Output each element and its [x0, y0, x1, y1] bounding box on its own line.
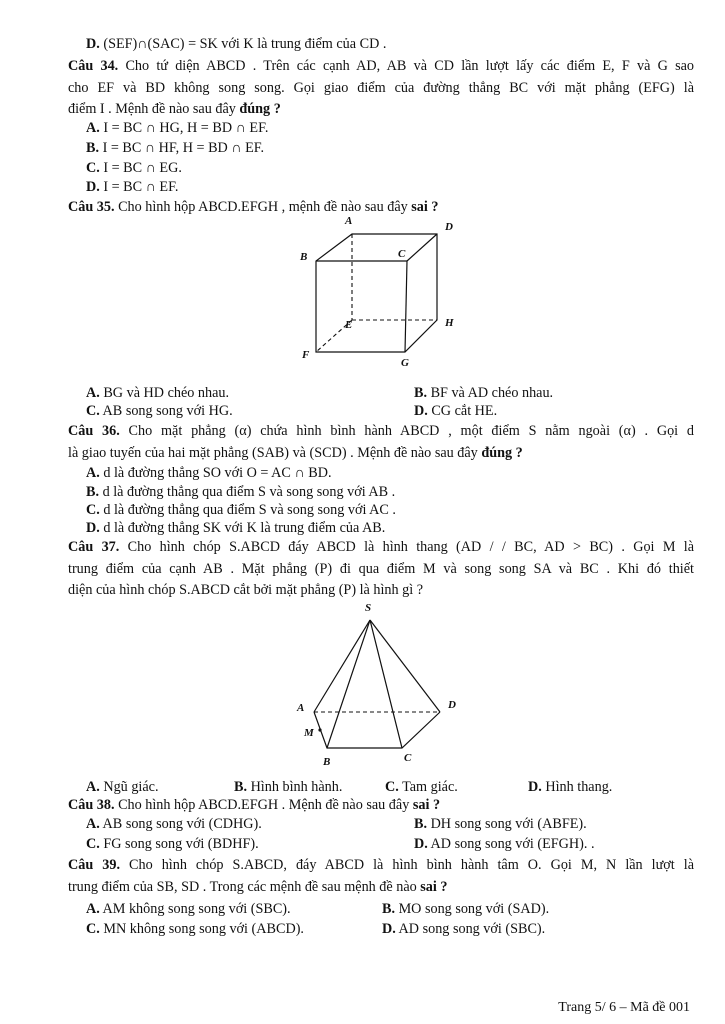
pyramid-label-b: B	[323, 756, 331, 768]
q36-option-d: D. d là đường thẳng SK với K là trung điểm của AB.	[86, 520, 386, 536]
q39-text-line1: Câu 39. Cho hình chóp S.ABCD, đáy ABCD là hình bình hành tâm O. Gọi M, N lần lượt là	[68, 857, 695, 873]
q38-option-c: C. FG song song với (BDHF).	[86, 836, 259, 852]
q39-options-row1	[86, 899, 712, 919]
q37-text-line2: trung điểm của cạnh AB . Mặt phẳng (P) đi qua điểm M và song song SA và BC . Khi đó thiết	[68, 561, 694, 577]
q36-option-b: B. d là đường thẳng qua điểm S và song song với AB .	[86, 484, 396, 500]
q36-text-line2: là giao tuyến của hai mặt phẳng (SAB) và (SCD) . Mệnh đề nào sau đây đúng ?	[68, 445, 523, 461]
q35-option-a: A. BG và HD chéo nhau.	[86, 385, 230, 401]
q35-text: Câu 35. Cho hình hộp ABCD.EFGH , mệnh đề nào sau đây sai ?	[68, 199, 439, 215]
q33-option-d: D. (SEF)∩(SAC) = SK với K là trung điểm của CD .	[86, 36, 387, 52]
q39-option-b: B. MO song song với (SAD).	[382, 901, 550, 917]
q37-option-c: C. Tam giác.	[385, 779, 458, 795]
page-footer: Trang 5/ 6 – Mã đề 001	[558, 1000, 690, 1015]
q35-option-b: B. BF và AD chéo nhau.	[414, 385, 554, 401]
q39-option-c: C. MN không song song với (ABCD).	[86, 921, 304, 937]
q34-option-b: B. I = BC ∩ HF, H = BD ∩ EF.	[86, 140, 265, 156]
q39-options-row2	[86, 919, 712, 939]
q34-text-line3: điểm I . Mệnh đề nào sau đây đúng ?	[68, 101, 281, 117]
q38-text: Câu 38. Cho hình hộp ABCD.EFGH . Mệnh đề nào sau đây sai ?	[68, 797, 441, 813]
q34-option-a: A. I = BC ∩ HG, H = BD ∩ EF.	[86, 120, 269, 136]
pyramid-figure	[292, 598, 472, 768]
pyramid-label-c: C	[404, 752, 412, 764]
q38-option-d: D. AD song song với (EFGH). .	[414, 836, 595, 852]
cube-label-b: B	[300, 251, 308, 263]
q36-text-line1: Câu 36. Cho mặt phẳng (α) chứa hình bình hành ABCD , một điểm S nằm ngoài (α) . Gọi d	[68, 423, 694, 439]
pyramid-label-m: M	[304, 727, 314, 739]
q36-option-c: C. d là đường thẳng qua điểm S và song song với AC .	[86, 502, 396, 518]
q39-option-d: D. AD song song với (SBC).	[382, 921, 546, 937]
pyramid-label-s: S	[365, 602, 372, 614]
cube-label-f: F	[302, 349, 310, 361]
q37-text-line3: diện của hình chóp S.ABCD cắt bởi mặt phẳng (P) là hình gì ?	[68, 582, 424, 598]
q39-text-line2: trung điểm của SB, SD . Trong các mệnh đề sau mệnh đề nào sai ?	[68, 879, 448, 895]
cube-label-c: C	[398, 248, 406, 260]
q38-options-row1	[86, 814, 712, 834]
q37-option-a: A. Ngũ giác.	[86, 779, 159, 795]
cube-label-h: H	[445, 317, 454, 329]
q38-option-b: B. DH song song với (ABFE).	[414, 816, 587, 832]
q39-option-a: A. AM không song song với (SBC).	[86, 901, 291, 917]
cube-label-g: G	[401, 357, 409, 369]
q35-option-c: C. AB song song với HG.	[86, 403, 233, 419]
pyramid-label-d: D	[448, 699, 456, 711]
q38-options-row2	[86, 834, 712, 854]
q37-option-d: D. Hình thang.	[528, 779, 613, 795]
q34-text-line2: cho EF và BD không song song. Gọi giao điểm của đường thẳng BC với mặt phẳng (EFG) là	[68, 80, 694, 96]
q35-options-row2	[86, 401, 712, 421]
pyramid-label-a: A	[297, 702, 305, 714]
q35-options-row1	[86, 383, 712, 403]
q37-option-b: B. Hình bình hành.	[234, 779, 343, 795]
q38-option-a: A. AB song song với (CDHG).	[86, 816, 262, 832]
cube-label-e: E	[345, 319, 353, 331]
q36-option-a: A. d là đường thẳng SO với O = AC ∩ BD.	[86, 465, 332, 481]
q34-option-c: C. I = BC ∩ EG.	[86, 160, 182, 176]
cube-label-a: A	[345, 215, 353, 227]
cube-figure	[290, 212, 470, 372]
q34-option-d: D. I = BC ∩ EF.	[86, 179, 179, 195]
q37-text-line1: Câu 37. Cho hình chóp S.ABCD đáy ABCD là hình thang (AD / / BC, AD > BC) . Gọi M là	[68, 539, 695, 555]
cube-label-d: D	[445, 221, 453, 233]
q34-text-line1: Câu 34. Cho tứ diện ABCD . Trên các cạnh AD, AB và CD lần lượt lấy các điểm E, F và G sao	[68, 58, 694, 74]
q35-option-d: D. CG cắt HE.	[414, 403, 498, 419]
